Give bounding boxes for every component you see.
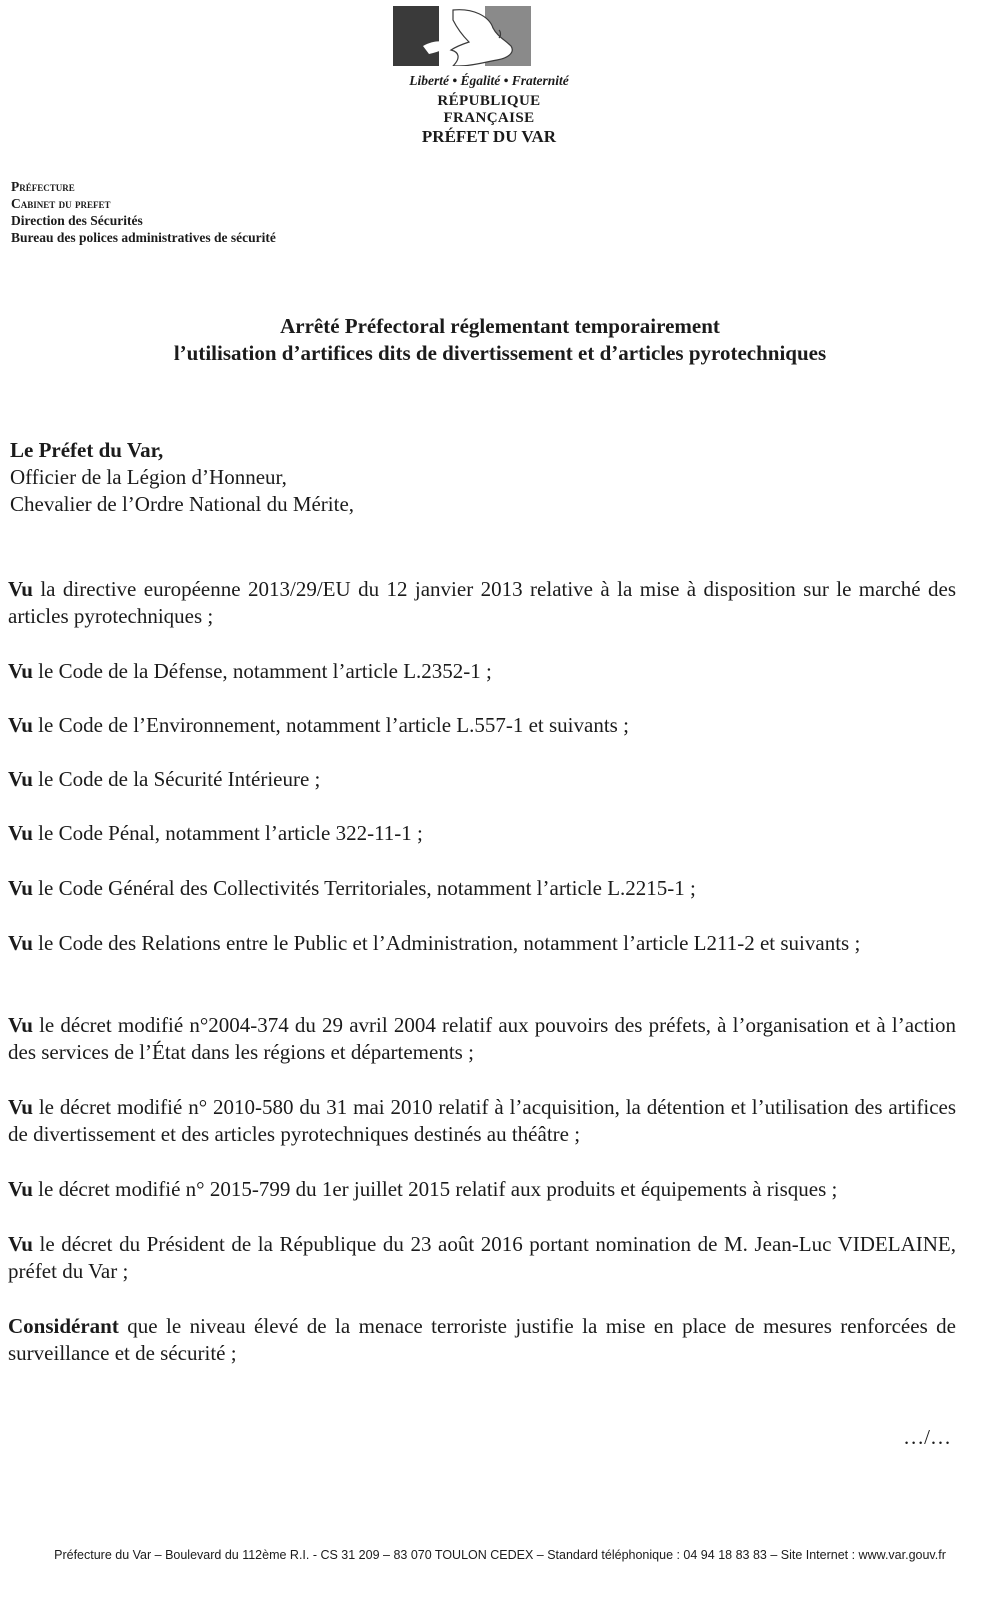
visa-text: le Code Pénal, notamment l’article 322-11-1 ; <box>38 821 423 845</box>
prefect-honour-2: Chevalier de l’Ordre National du Mérite, <box>10 492 355 516</box>
visa-lead: Vu <box>8 1013 33 1037</box>
republic-name: RÉPUBLIQUE FRANÇAISE <box>437 93 541 126</box>
visa-text: le Code de l’Environnement, notamment l’article L.557-1 et suivants ; <box>38 713 629 737</box>
visa-lead: Vu <box>8 876 33 900</box>
prefect-honour-1: Officier de la Légion d’Honneur, <box>10 465 287 489</box>
service-line-prefecture: Préfecture <box>11 179 75 194</box>
decree-title-line-1: Arrêté Préfectoral réglementant temporairement <box>280 314 720 338</box>
visa-paragraph <box>8 712 956 739</box>
visa-paragraph <box>8 820 956 847</box>
visa-text: le Code de la Défense, notamment l’article L.2352-1 ; <box>38 659 492 683</box>
visa-text: le décret du Président de la République du 23 août 2016 portant nomination de M. Jean-Luc VIDELAINE, préfet du Var ; <box>8 1232 956 1283</box>
visa-lead: Vu <box>8 659 33 683</box>
visa-paragraph <box>8 1012 956 1066</box>
visa-text: le Code des Relations entre le Public et l’Administration, notamment l’article L211-2 et suivants ; <box>38 931 861 955</box>
visa-paragraph <box>8 576 956 630</box>
considering-lead: Considérant <box>8 1314 119 1338</box>
visa-paragraph <box>8 1176 956 1203</box>
prefecture-heading: PRÉFET DU VAR <box>421 127 557 146</box>
visa-lead: Vu <box>8 713 33 737</box>
visa-text: le décret modifié n°2004-374 du 29 avril 2004 relatif aux pouvoirs des préfets, à l’organisation et à l’action des services de l’État dans les régions et départements ; <box>8 1013 956 1064</box>
service-line-cabinet: Cabinet du prefet <box>11 196 111 211</box>
visa-text: le Code Général des Collectivités Territoriales, notamment l’article L.2215-1 ; <box>38 876 696 900</box>
service-line-direction: Direction des Sécurités <box>11 213 143 228</box>
continuation-mark: …/… <box>903 1425 951 1449</box>
service-line-bureau: Bureau des polices administratives de sécurité <box>11 230 276 245</box>
visa-lead: Vu <box>8 1095 33 1119</box>
considering-paragraph <box>8 1313 956 1367</box>
visa-paragraph <box>8 658 956 685</box>
decree-title <box>0 313 1000 367</box>
visa-text: la directive européenne 2013/29/EU du 12 janvier 2013 relative à la mise à disposition sur le marché des articles pyrotechniques ; <box>8 577 957 628</box>
prefect-introduction <box>10 437 354 518</box>
page-footer: Préfecture du Var – Boulevard du 112ème R.I. - CS 31 209 – 83 070 TOULON CEDEX – Standard téléphonique : 04 94 18 83 83 – Site Internet : www.var.gouv.fr <box>54 1548 946 1562</box>
republic-motto: Liberté • Égalité • Fraternité <box>409 73 569 88</box>
issuing-service <box>11 178 276 246</box>
considering-text: que le niveau élevé de la menace terroriste justifie la mise en place de mesures renforcées de surveillance et de sécurité ; <box>8 1314 956 1365</box>
decree-title-line-2: l’utilisation d’artifices dits de divertissement et d’articles pyrotechniques <box>173 341 827 365</box>
visa-lead: Vu <box>8 1232 33 1256</box>
visa-paragraph <box>8 930 956 957</box>
visa-text: le décret modifié n° 2010-580 du 31 mai 2010 relatif à l’acquisition, la détention et l’utilisation des artifices de divertissement et des articles pyrotechniques destinés au théâtre ; <box>8 1095 957 1146</box>
visa-text: le décret modifié n° 2015-799 du 1er juillet 2015 relatif aux produits et équipements à risques ; <box>38 1177 838 1201</box>
visa-lead: Vu <box>8 821 33 845</box>
visa-paragraph <box>8 1094 956 1148</box>
visa-lead: Vu <box>8 931 33 955</box>
visa-lead: Vu <box>8 577 33 601</box>
visa-lead: Vu <box>8 1177 33 1201</box>
prefect-name: Le Préfet du Var, <box>10 438 164 462</box>
visa-text: le Code de la Sécurité Intérieure ; <box>38 767 321 791</box>
visa-paragraph <box>8 1231 956 1285</box>
visa-paragraph <box>8 875 956 902</box>
visa-paragraph <box>8 766 956 793</box>
marianne-logo <box>393 6 531 66</box>
visa-lead: Vu <box>8 767 33 791</box>
